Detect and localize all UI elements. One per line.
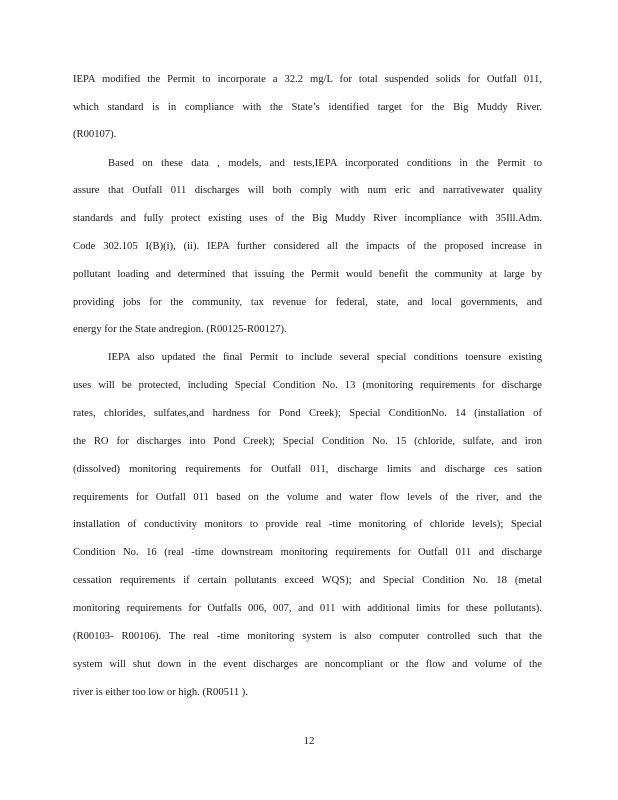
paragraph-2-line-4: Code 302.105 I(B)(i), (ii). IEPA further considered all the impacts of the proposed increase in <box>73 241 542 252</box>
paragraph-3-line-1: IEPA also updated the final Permit to include several special conditions toensure existing <box>108 352 542 363</box>
paragraph-3-line-9: cessation requirements if certain pollutants exceed WQS); and Special Condition No. 18 (metal <box>73 575 542 586</box>
paragraph-1-line-2: which standard is in compliance with the State’s identified target for the Big Muddy River. <box>73 102 542 113</box>
paragraph-3-line-13: river is either too low or high. (R00511 ). <box>73 687 248 698</box>
paragraph-2-line-2: assure that Outfall 011 discharges will both comply with num eric and narrativewater quality <box>73 185 542 196</box>
paragraph-2-line-6: providing jobs for the community, tax revenue for federal, state, and local governments, and <box>73 297 542 308</box>
paragraph-3-line-3: rates, chlorides, sulfates,and hardness for Pond Creek); Special ConditionNo. 14 (installation of <box>73 408 542 419</box>
paragraph-2-line-7: energy for the State andregion. (R00125-R00127). <box>73 324 287 335</box>
paragraph-3-line-5: (dissolved) monitoring requirements for Outfall 011, discharge limits and discharge ces sation <box>73 464 542 475</box>
paragraph-3-line-7: installation of conductivity monitors to provide real -time monitoring of chloride levels); Special <box>73 519 542 530</box>
paragraph-3-line-11: (R00103- R00106). The real -time monitoring system is also computer controlled such that the <box>73 631 542 642</box>
paragraph-2-line-3: standards and fully protect existing uses of the Big Muddy River incompliance with 35Ill.Adm. <box>73 213 542 224</box>
paragraph-3-line-10: monitoring requirements for Outfalls 006, 007, and 011 with additional limits for these pollutants). <box>73 603 542 614</box>
paragraph-3-line-12: system will shut down in the event discharges are noncompliant or the flow and volume of the <box>73 659 542 670</box>
paragraph-2-line-1: Based on these data , models, and tests,IEPA incorporated conditions in the Permit to <box>108 158 542 169</box>
paragraph-3-line-8: Condition No. 16 (real -time downstream monitoring requirements for Outfall 011 and discharge <box>73 547 542 558</box>
paragraph-3-line-2: uses will be protected, including Special Condition No. 13 (monitoring requirements for discharge <box>73 380 542 391</box>
paragraph-2-line-5: pollutant loading and determined that issuing the Permit would benefit the community at large by <box>73 269 542 280</box>
paragraph-3-line-6: requirements for Outfall 011 based on the volume and water flow levels of the river, and the <box>73 492 542 503</box>
paragraph-1-line-1: IEPA modified the Permit to incorporate a 32.2 mg/L for total suspended solids for Outfall 011, <box>73 74 542 85</box>
page-number: 12 <box>303 735 315 747</box>
paragraph-1-line-3: (R00107). <box>73 129 117 140</box>
paragraph-3-line-4: the RO for discharges into Pond Creek); Special Condition No. 15 (chloride, sulfate, and iron <box>73 436 542 447</box>
